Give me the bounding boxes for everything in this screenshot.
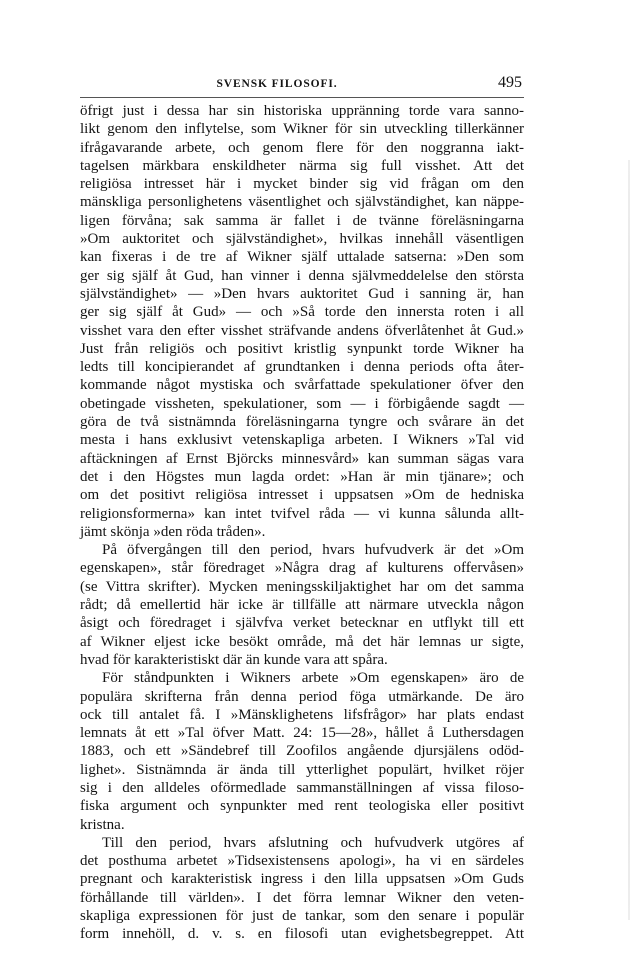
- text-line: jämt skönja »den röda tråden».: [80, 523, 266, 540]
- text-line: form innehöll, d. v. s. en filosofi utan evighetsbegreppet. Att: [80, 926, 524, 943]
- running-head: [82, 74, 522, 96]
- text-line: hvad för karakteristiskt där än kunde vara att spåra.: [80, 651, 388, 668]
- text-line: öfrigt just i dessa har sin historiska uppränning torde vara sanno-: [80, 103, 524, 119]
- text-line: om det positivt religiösa intresset i uppsatsen »Om de hedniska: [80, 487, 524, 504]
- text-line: 1883, och ett »Sändebref till Zoofilos angående djursjälens odöd-: [80, 743, 524, 760]
- text-line: egenskapen», står föredraget »Några drag af kulturens offervåsen»: [80, 560, 524, 577]
- text-line: ger sig själf åt Gud, han vinner i denna självmeddelelse den största: [80, 267, 524, 284]
- text-line: Just från religiös och positivt kristlig synpunkt torde Wikner ha: [80, 340, 524, 357]
- text-line: göra de två sistnämnda föreläsningarna tyngre och svårare än det: [80, 414, 524, 431]
- text-line: åsigt och föredraget i självfva verket betecknar en utflykt till ett: [80, 615, 524, 632]
- text-line: (se Vittra skrifter). Mycken meningsskiljaktighet har om det samma: [80, 578, 524, 595]
- text-line: religiösa intresset här i mycket binder sig vid frågan om den: [80, 176, 524, 193]
- text-line: ifrågavarande arbete, och genom flere för den noggranna iakt-: [80, 139, 524, 156]
- text-line: mesta i hans exklusivt vetenskapliga arbeten. I Wikners »Tal vid: [80, 432, 524, 449]
- text-line: obetingade vissheten, spekulationer, som — i förbigående sagdt —: [80, 395, 524, 412]
- page-number: 495: [498, 74, 522, 91]
- text-line: aftäckningen af Ernst Björcks minnesvård» kan summan sägas vara: [80, 450, 524, 467]
- text-line: likt genom den inflytelse, som Wikner för sin utveckling tillerkänner: [80, 121, 524, 138]
- text-line: religionsformerna» kan intet tvifvel råda — vi kunna sålunda allt-: [80, 505, 524, 522]
- text-line: kommande något mystiska och svårfattade spekulationer öfver den: [80, 377, 524, 394]
- body-text: [80, 102, 524, 944]
- text-line: det posthuma arbetet »Tidsexistensens apologi», ha vi en särdeles: [80, 853, 524, 870]
- text-line: mänskliga personlighetens väsentlighet och självständighet, kan näppe-: [80, 194, 524, 211]
- page-edge-shadow: [628, 160, 630, 920]
- text-line: ligen förvåna; sak samma är fallet i de tvänne föreläsningarna: [80, 212, 524, 229]
- text-line: självständighet» — »Den hvars auktoritet Gud i sanning är, han: [80, 285, 524, 302]
- text-line: det i den Högstes mun lagda ordet: »Han är min tjänare»; och: [80, 468, 524, 485]
- text-line: ock till antalet få. I »Mänsklighetens lifsfrågor» har plats endast: [80, 706, 524, 723]
- text-line: På öfvergången till den period, hvars hufvudverk är det »Om: [102, 542, 524, 559]
- text-line: ger sig själf åt Gud» — och »Så torde den innersta roten i all: [80, 304, 524, 321]
- text-line: förhållande till världen». I det förra lemnar Wikner den veten-: [80, 889, 524, 906]
- text-line: kan fixeras i de tre af Wikner själf uttalade satserna: »Den som: [80, 249, 524, 266]
- text-line: lemnats åt ett »Tal öfver Matt. 24: 15—28», hållet å Luthersdagen: [80, 725, 524, 742]
- text-line: visshet vara den efter visshet sträfvande andens öfverlåtenhet åt Gud.»: [80, 322, 524, 339]
- text-line: af Wikner eljest icke besökt område, må det här lemnas ur sigte,: [80, 633, 524, 650]
- text-line: kristna.: [80, 816, 125, 833]
- text-line: »Om auktoritet och självständighet», hvilkas innehåll väsentligen: [80, 231, 524, 248]
- running-title: SVENSK FILOSOFI.: [216, 78, 338, 90]
- text-line: fiska argument och synpunkter med rent teologiska eller positivt: [80, 798, 524, 815]
- text-line: rådt; då emellertid här icke är tillfälle att närmare utveckla någon: [80, 597, 524, 614]
- text-line: populära skrifterna från denna period föga utmärkande. De äro: [80, 688, 524, 705]
- text-line: skapliga expressionen för just de tankar, som den senare i populär: [80, 908, 524, 925]
- text-line: pregnant och karakteristisk ingress i den lilla uppsatsen »Om Guds: [80, 871, 524, 888]
- text-line: sig i den alldeles oförmedlade sammanställningen af vissa filoso-: [80, 779, 524, 796]
- text-line: Till den period, hvars afslutning och hufvudverk utgöres af: [102, 834, 524, 851]
- header-rule: [80, 97, 524, 98]
- text-line: ledts till koncipierandet af grundtanken i denna periods ofta åter-: [80, 359, 524, 376]
- text-line: För ståndpunkten i Wikners arbete »Om egenskapen» äro de: [102, 670, 524, 687]
- text-line: lighet». Sistnämnda är ända till ytterlighet populärt, hvilket röjer: [80, 761, 524, 778]
- text-line: tagelsen märkbara enskildheter närma sig full visshet. Att det: [80, 157, 524, 174]
